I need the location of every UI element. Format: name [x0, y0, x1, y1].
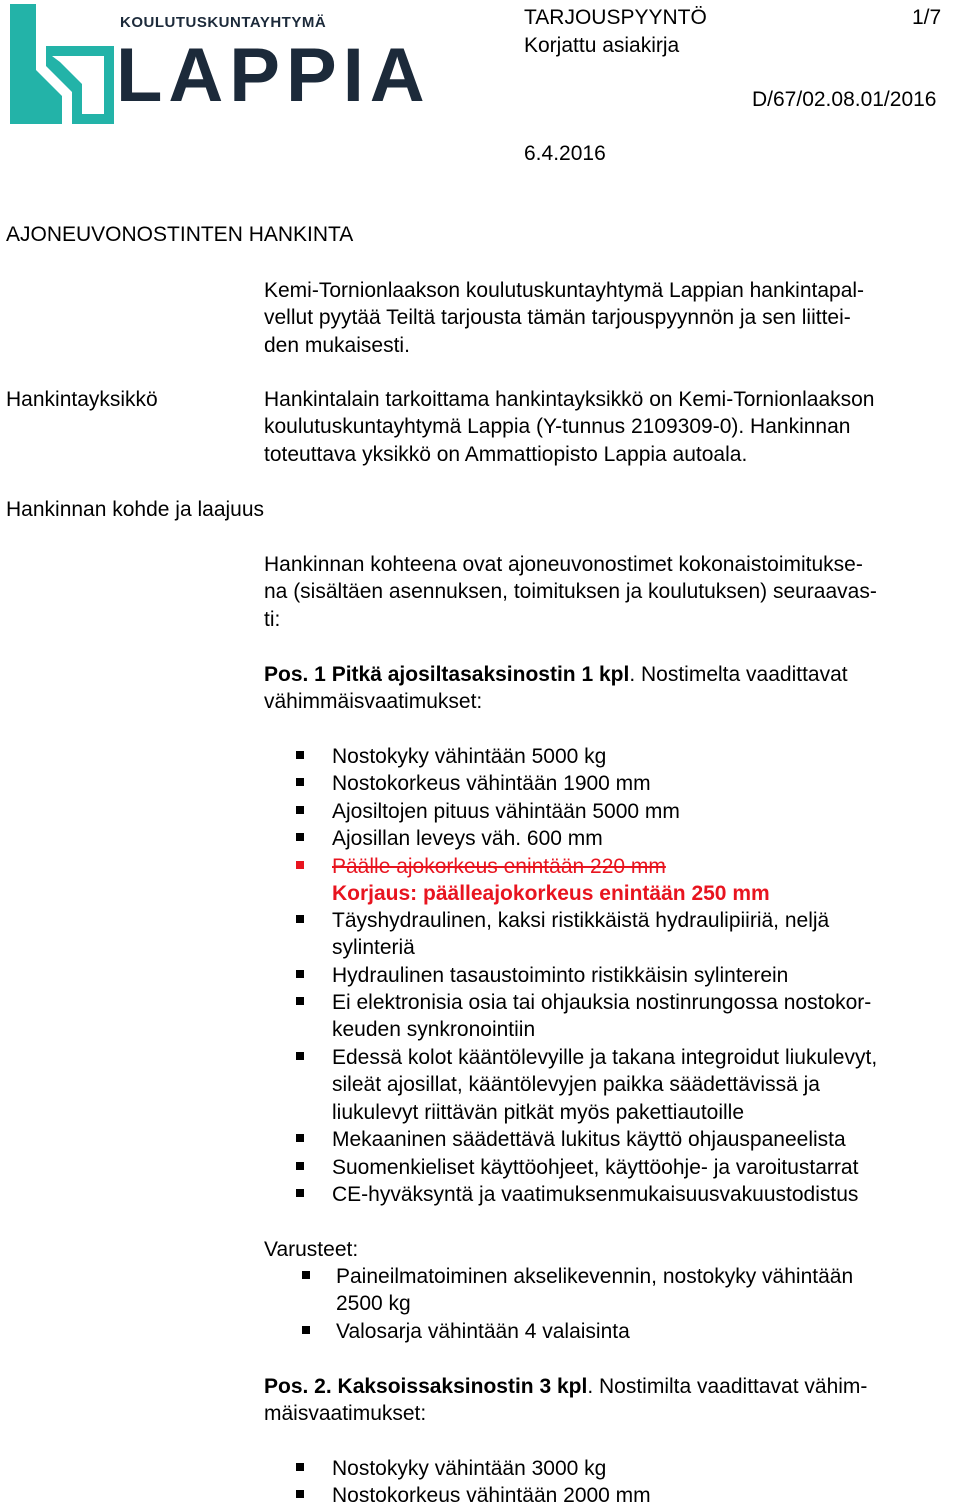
unit-line: Hankintalain tarkoittama hankintayksikkö on Kemi-Tornionlaakson	[264, 388, 875, 411]
list-item-line: Edessä kolot kääntölevyille ja takana integroidut liukulevyt,	[332, 1046, 878, 1069]
list-item-line: keuden synkronointiin	[332, 1018, 536, 1042]
unit-paragraph	[264, 386, 874, 468]
pos1-title-rest: . Nostimelta vaadittavat	[629, 663, 848, 686]
correction-item: Korjaus: päälleajokorkeus enintään 250 mm	[332, 882, 770, 905]
bullet-icon	[296, 778, 304, 786]
pos2-title-rest: . Nostimilta vaadittavat vähim-	[587, 1375, 868, 1398]
pos1-title: Pos. 1 Pitkä ajosiltasaksinostin 1 kpl	[264, 663, 630, 686]
logo-org-line: KOULUTUSKUNTAYHTYMÄ	[120, 14, 327, 31]
list-item-line: sileät ajosillat, kääntölevyjen paikka säädettävissä ja	[332, 1073, 820, 1097]
bullet-icon	[296, 1189, 304, 1197]
list-item	[332, 989, 871, 1044]
bullet-icon	[296, 861, 304, 869]
list-item-line: liukulevyt riittävän pitkät myös pakettiautoille	[332, 1100, 745, 1124]
list-item: Valosarja vähintään 4 valaisinta	[336, 1320, 630, 1343]
bullet-icon	[296, 1052, 304, 1060]
list-item: Nostokorkeus vähintään 1900 mm	[332, 772, 651, 795]
list-item-line: sylinteriä	[332, 936, 415, 960]
scope-paragraph	[264, 551, 877, 633]
list-item: Suomenkieliset käyttöohjeet, käyttöohje- ja varoitustarrat	[332, 1156, 859, 1179]
list-item: CE-hyväksyntä ja vaatimuksenmukaisuusvakuustodistus	[332, 1183, 859, 1206]
doc-type: TARJOUSPYYNTÖ	[524, 6, 707, 29]
bullet-icon	[296, 806, 304, 814]
bullet-icon	[296, 915, 304, 923]
list-item: Hydraulinen tasaustoiminto ristikkäisin sylinterein	[332, 964, 789, 987]
list-item-line: Täyshydraulinen, kaksi ristikkäistä hydraulipiiriä, neljä	[332, 909, 830, 932]
doc-subtitle: Korjattu asiakirja	[524, 34, 680, 57]
list-item: Nostokyky vähintään 3000 kg	[332, 1457, 607, 1480]
document-title: AJONEUVONOSTINTEN HANKINTA	[6, 223, 354, 246]
list-item: Nostokorkeus vähintään 2000 mm	[332, 1484, 651, 1507]
list-item: Ajosillan leveys väh. 600 mm	[332, 827, 603, 850]
list-item	[332, 907, 829, 962]
scope-line: Hankinnan kohteena ovat ajoneuvonostimet kokonaistoimitukse-	[264, 553, 863, 576]
bullet-icon	[296, 751, 304, 759]
intro-line: Kemi-Tornionlaakson koulutuskuntayhtymä Lappian hankintapal-	[264, 279, 865, 302]
bullet-icon	[296, 1463, 304, 1471]
section-heading-scope: Hankinnan kohde ja laajuus	[6, 498, 265, 521]
doc-date: 6.4.2016	[524, 142, 606, 165]
bullet-icon	[296, 1162, 304, 1170]
list-item: Nostokyky vähintään 5000 kg	[332, 745, 607, 768]
pos2-heading	[264, 1373, 867, 1400]
bullet-icon	[296, 833, 304, 841]
scope-line: na (sisältäen asennuksen, toimituksen ja koulutuksen) seuraavas-	[264, 580, 877, 604]
logo-name: LAPPIA	[116, 33, 431, 118]
bullet-icon	[296, 1134, 304, 1142]
bullet-icon	[302, 1271, 310, 1279]
page-number: 1/7	[912, 6, 942, 29]
list-item	[332, 1044, 877, 1126]
doc-reference: D/67/02.08.01/2016	[752, 88, 937, 111]
section-heading-unit: Hankintayksikkö	[6, 388, 158, 411]
list-item: Ajosiltojen pituus vähintään 5000 mm	[332, 800, 680, 823]
list-item-line: Ei elektronisia osia tai ohjauksia nostinrungossa nostokor-	[332, 991, 872, 1014]
list-item	[336, 1263, 853, 1318]
logo-mark-icon	[6, 0, 118, 128]
equipment-label: Varusteet:	[264, 1238, 359, 1261]
intro-line: vellut pyytää Teiltä tarjousta tämän tarjouspyynnön ja sen liittei-	[264, 306, 851, 330]
intro-paragraph	[264, 277, 864, 359]
bullet-icon	[296, 970, 304, 978]
list-item: Mekaaninen säädettävä lukitus käyttö ohjauspaneelista	[332, 1128, 846, 1151]
list-item-line: 2500 kg	[336, 1292, 411, 1316]
bullet-icon	[296, 997, 304, 1005]
pos2-title: Pos. 2. Kaksoissaksinostin 3 kpl	[264, 1375, 588, 1398]
bullet-icon	[302, 1326, 310, 1334]
struck-item: Päälle ajokorkeus enintään 220 mm	[332, 855, 666, 878]
bullet-icon	[296, 1490, 304, 1498]
unit-line: toteuttava yksikkö on Ammattiopisto Lappia autoala.	[264, 442, 748, 466]
pos1-heading	[264, 661, 848, 688]
pos2-heading-line2: mäisvaatimukset:	[264, 1402, 427, 1425]
intro-line: den mukaisesti.	[264, 333, 410, 357]
unit-line: koulutuskuntayhtymä Lappia (Y-tunnus 2109309-0). Hankinnan	[264, 415, 851, 439]
scope-line: ti:	[264, 607, 281, 631]
list-item-line: Paineilmatoiminen akselikevennin, nostokyky vähintään	[336, 1265, 854, 1288]
pos1-heading-line2: vähimmäisvaatimukset:	[264, 690, 483, 713]
